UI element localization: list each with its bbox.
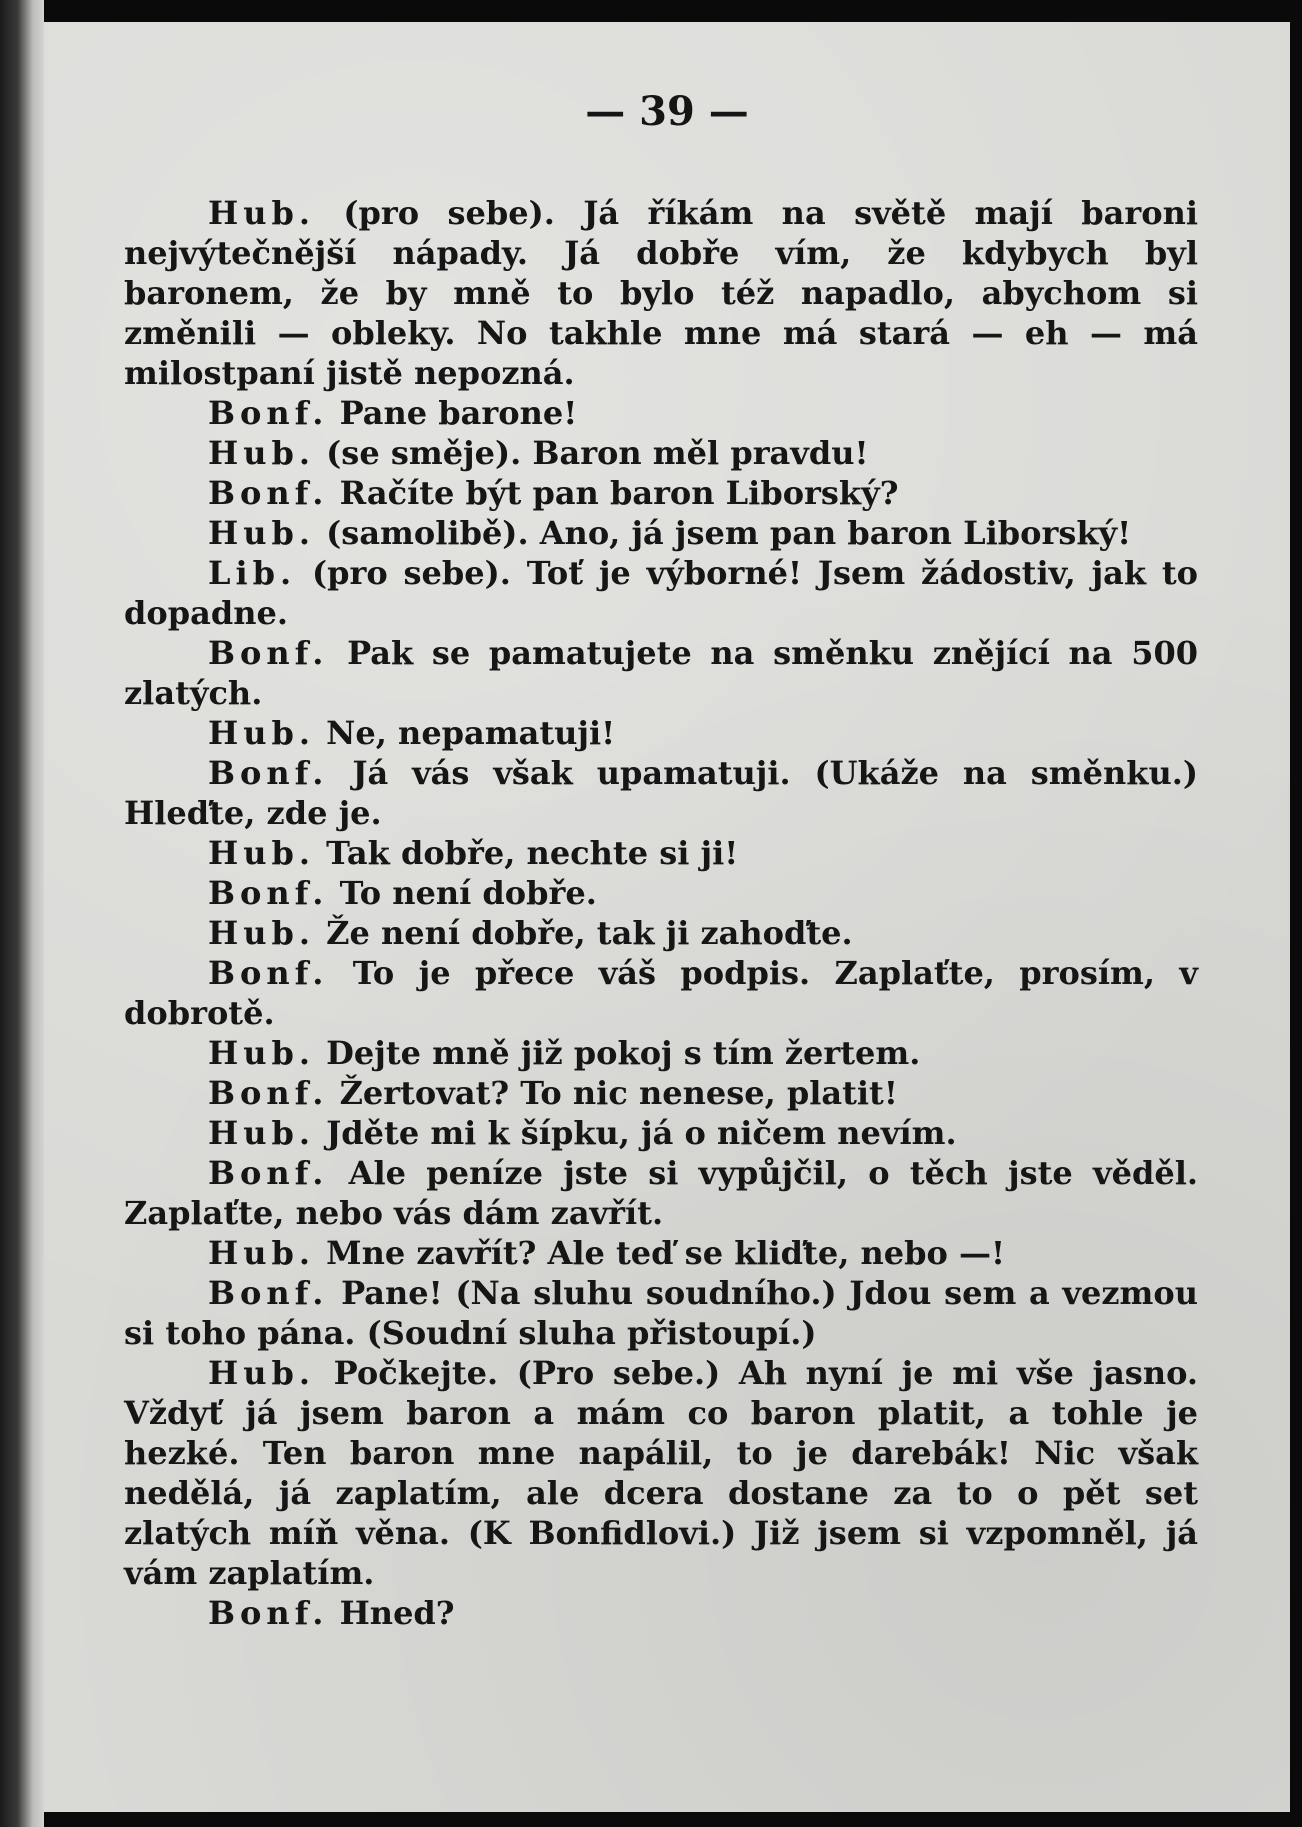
speaker-name: Bonf. (208, 1274, 329, 1312)
dialogue-line: Dejte mně již pokoj s tím žertem. (315, 1034, 921, 1072)
dialogue-paragraph (124, 1593, 1198, 1633)
speaker-name: Bonf. (208, 634, 329, 672)
dialogue-paragraph (124, 1353, 1198, 1593)
speaker-name: Hub. (208, 194, 316, 232)
dialogue-line: (pro sebe). Já říkám na světě mají baroni nejvýtečnější nápady. Já dobře vím, že kdybych byl baronem, že by mně to bylo též napadlo, abychom si změnili — obleky. No takhle mne má stará — eh — má milostpaní jistě nepozná. (124, 194, 1198, 392)
book-page (44, 22, 1290, 1812)
speaker-name: Bonf. (208, 874, 329, 912)
dialogue-paragraph (124, 193, 1198, 393)
dialogue-line: Pane barone! (328, 394, 578, 432)
dialogue-paragraph (124, 1073, 1198, 1113)
dialogue-paragraph (124, 1273, 1198, 1353)
dialogue-line: (se směje). Baron měl pravdu! (315, 434, 869, 472)
page-number: — 39 — (585, 88, 749, 135)
speaker-name: Bonf. (208, 754, 329, 792)
speaker-name: Bonf. (208, 1594, 329, 1632)
speaker-name: Bonf. (208, 394, 329, 432)
dialogue-paragraph (124, 713, 1198, 753)
dialogue-paragraph (124, 753, 1198, 833)
dialogue-paragraph (124, 1113, 1198, 1153)
dialogue-line: Že není dobře, tak ji zahoďte. (315, 914, 853, 952)
dialogue-paragraph (124, 873, 1198, 913)
dialogue-line: Jděte mi k šípku, já o ničem nevím. (315, 1114, 957, 1152)
speaker-name: Hub. (208, 1034, 316, 1072)
speaker-name: Hub. (208, 434, 316, 472)
speaker-name: Bonf. (208, 1154, 329, 1192)
dialogue-paragraph (124, 1233, 1198, 1273)
dialogue-line: Žertovat? To nic nenese, platit! (328, 1074, 898, 1112)
speaker-name: Bonf. (208, 954, 329, 992)
dialogue-paragraph (124, 1033, 1198, 1073)
dialogue-line: Ne, nepamatuji! (315, 714, 616, 752)
dialogue-paragraph (124, 953, 1198, 1033)
speaker-name: Hub. (208, 714, 316, 752)
speaker-name: Hub. (208, 1114, 316, 1152)
dialogue-line: Hned? (328, 1594, 455, 1632)
speaker-name: Hub. (208, 1234, 316, 1272)
dialogue-paragraph (124, 633, 1198, 713)
dialogue-line: Pane! (Na sluhu soudního.) Jdou sem a vezmou si toho pána. (Soudní sluha přistoupí.) (124, 1274, 1198, 1352)
speaker-name: Bonf. (208, 1074, 329, 1112)
dialogue-line: Račíte být pan baron Liborský? (328, 474, 899, 512)
dialogue-paragraph (124, 553, 1198, 633)
speaker-name: Lib. (208, 554, 297, 592)
dialogue-line: To není dobře. (328, 874, 597, 912)
speaker-name: Hub. (208, 1354, 316, 1392)
speaker-name: Hub. (208, 914, 316, 952)
dialogue-text (124, 193, 1198, 1633)
dialogue-line: Počkejte. (Pro sebe.) Ah nyní je mi vše jasno. Vždyť já jsem baron a mám co baron platit, a tohle je hezké. Ten baron mne napálil, to je darebák! Nic však nedělá, já zaplatím, ale dcera dostane za to o pět set zlatých míň věna. (K Bonfidlovi.) Již jsem si vzpomněl, já vám zaplatím. (124, 1354, 1198, 1592)
dialogue-line: Pak se pamatujete na směnku znějící na 500 zlatých. (124, 634, 1198, 712)
dialogue-line: (samolibě). Ano, já jsem pan baron Liborský! (315, 514, 1132, 552)
dialogue-line: Ale peníze jste si vypůjčil, o těch jste věděl. Zaplaťte, nebo vás dám zavřít. (124, 1154, 1198, 1232)
dialogue-paragraph (124, 393, 1198, 433)
speaker-name: Hub. (208, 514, 316, 552)
dialogue-paragraph (124, 473, 1198, 513)
dialogue-line: Tak dobře, nechte si ji! (315, 834, 739, 872)
dialogue-paragraph (124, 913, 1198, 953)
dialogue-line: Já vás však upamatuji. (Ukáže na směnku.) Hleďte, zde je. (124, 754, 1198, 832)
dialogue-paragraph (124, 513, 1198, 553)
dialogue-paragraph (124, 433, 1198, 473)
dialogue-line: Mne zavřít? Ale teď se kliďte, nebo —! (315, 1234, 1005, 1272)
speaker-name: Hub. (208, 834, 316, 872)
dialogue-line: To je přece váš podpis. Zaplaťte, prosím, v dobrotě. (124, 954, 1198, 1032)
book-spine-shadow (0, 0, 44, 1827)
speaker-name: Bonf. (208, 474, 329, 512)
dialogue-paragraph (124, 833, 1198, 873)
dialogue-line: (pro sebe). Toť je výborné! Jsem žádostiv, jak to dopadne. (124, 554, 1198, 632)
dialogue-paragraph (124, 1153, 1198, 1233)
